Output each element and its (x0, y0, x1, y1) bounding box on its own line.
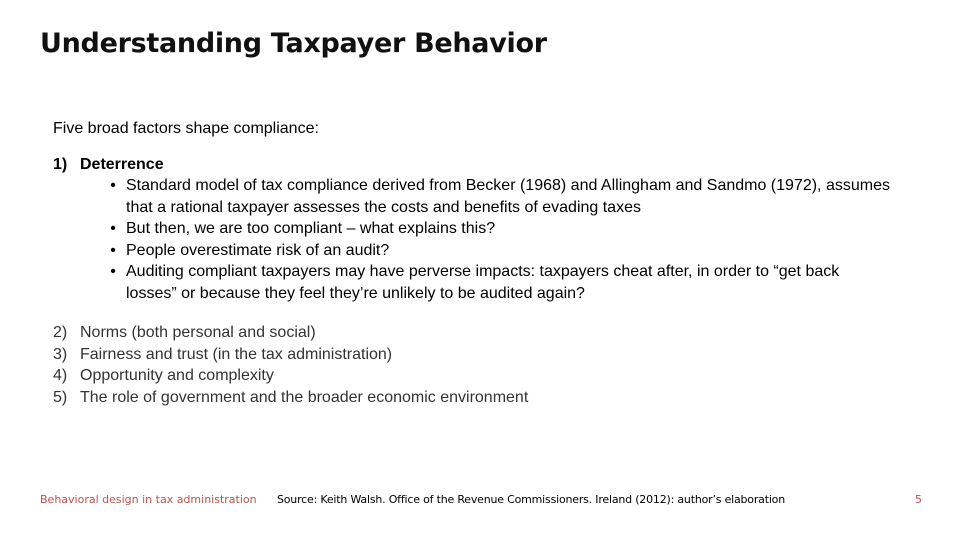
bullet-text: People overestimate risk of an audit? (126, 241, 390, 259)
list-item (53, 344, 933, 366)
bullet-text: Auditing compliant taxpayers may have perverse impacts: taxpayers cheat after, in order to “get back losses” or because they feel they’re unlikely to be audited again? (126, 263, 840, 302)
footer-source: Source: Keith Walsh. Office of the Revenue Commissioners. Ireland (2012): author’s elaboration (277, 493, 785, 506)
list-item (100, 240, 933, 262)
factor-deterrence (53, 154, 933, 305)
other-factors-list (53, 322, 933, 408)
bullet-icon: • (110, 177, 116, 194)
list-item (53, 322, 933, 344)
intro-text: Five broad factors shape compliance: (53, 120, 319, 137)
page-number: 5 (915, 493, 922, 506)
slide-body (53, 118, 933, 408)
factor-number: 5) (53, 388, 68, 406)
factor-label: Fairness and trust (in the tax administration) (80, 345, 393, 363)
bullet-text: Standard model of tax compliance derived from Becker (1968) and Allingham and Sandmo (1972), assumes that a rational taxpayer assesses the costs and benefits of evading taxes (126, 177, 890, 216)
slide-title: Understanding Taxpayer Behavior (40, 28, 547, 59)
bullet-text: But then, we are too compliant – what explains this? (126, 220, 496, 237)
bullet-icon: • (110, 263, 116, 280)
factor-label: Norms (both personal and social) (80, 324, 316, 341)
list-item (100, 218, 933, 240)
list-item (100, 175, 933, 218)
factor-number: 3) (53, 345, 68, 363)
list-item (53, 365, 933, 387)
deterrence-bullet-list (53, 175, 933, 304)
factor-number: 4) (53, 367, 68, 384)
factor-label: The role of government and the broader economic environment (80, 388, 529, 406)
bullet-icon: • (110, 241, 116, 259)
factor-number: 2) (53, 324, 68, 341)
factor-label: Opportunity and complexity (80, 367, 274, 384)
list-item (100, 261, 933, 304)
footer-course-title: Behavioral design in tax administration (40, 493, 257, 506)
list-item (53, 387, 933, 409)
factor-label: Deterrence (80, 155, 164, 173)
factor-number: 1) (53, 155, 68, 173)
bullet-icon: • (110, 220, 116, 237)
